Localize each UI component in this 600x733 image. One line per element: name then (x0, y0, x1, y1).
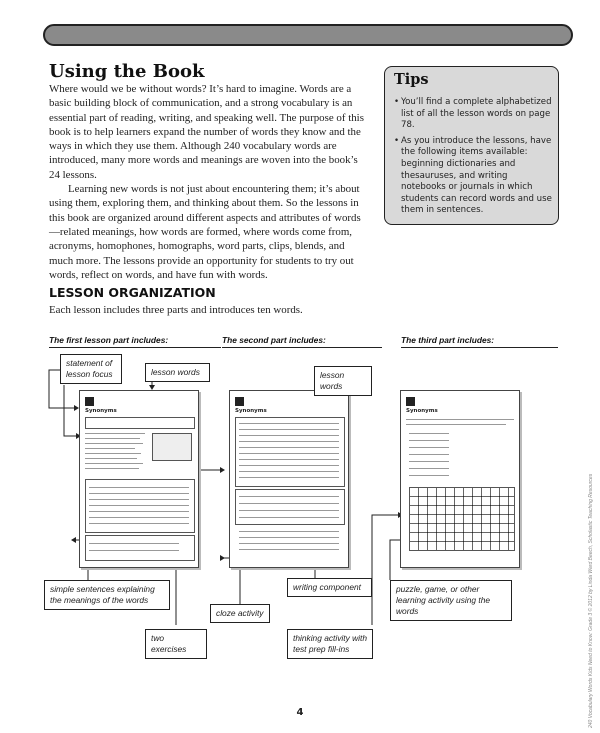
worksheet-title: Synonyms (406, 408, 438, 414)
word-box (85, 417, 195, 429)
callout-puzzle-game: puzzle, game, or other learning activity using the words (390, 580, 512, 621)
illustration (152, 433, 192, 461)
copyright-credit: 240 Vocabulary Words Kids Need to Know: Grade 3 © 2012 by Linda Ward Beech, Scholastic Teaching Resources (588, 473, 594, 728)
worksheet-thumbnail-part-two (229, 390, 349, 568)
section-intro: Each lesson includes three parts and introduces ten words. (49, 304, 303, 316)
callout-two-exercises: two exercises (145, 629, 207, 659)
callout-simple-sentences: simple sentences explaining the meanings of the words (44, 580, 170, 610)
lesson-number-badge (235, 397, 244, 406)
lesson-number-badge (406, 397, 415, 406)
paragraph: Where would we be without words? It’s hard to imagine. Words are a basic building block of communication, and a strong vocabulary is an essential part of reading, writing, and speaking well. The purpose of this book is to help learners expand the number of words they know and the ways in which they use them. Although 240 vocabulary words are introduced, many more words and meanings are woven into the book’s 24 lessons. (49, 83, 364, 181)
column-heading-second: The second part includes: (222, 335, 326, 345)
callout-thinking-activity: thinking activity with test prep fill-ins (287, 629, 373, 659)
callout-writing-component: writing component (287, 578, 372, 597)
thinking-box (235, 489, 345, 525)
tip-item: • As you introduce the lessons, have the following items available: beginning dictionaries and thesauruses, and writing notebooks or journals in which students can record words and use them in sentences. (394, 136, 554, 217)
maze-puzzle (409, 487, 515, 551)
callout-lesson-words: lesson words (314, 366, 372, 396)
tip-item: • You’ll find a complete alphabetized list of all the lesson words on page 78. (394, 97, 554, 132)
exercise-box (85, 535, 195, 561)
callout-statement-of-lesson-focus: statement of lesson focus (60, 354, 122, 384)
worksheet-title: Synonyms (235, 408, 267, 414)
page-heading: Using the Book (49, 61, 205, 82)
paragraph: Learning new words is not just about encountering them; it’s about using them, exploring them, and thinking about them. So the lessons in this book are organized around different aspects and attributes of words—related meanings, how words are formed, where words come from, acronyms, homophones, homographs, word parts, clips, blends, and much more. The lessons provide an opportunity for students to try out words, reflect on words, and have fun with words. (49, 183, 361, 281)
callout-lesson-words: lesson words (145, 363, 210, 382)
column-heading-third: The third part includes: (401, 335, 495, 345)
worksheet-thumbnail-part-one (79, 390, 199, 568)
tips-title: Tips (394, 71, 429, 88)
worksheet-thumbnail-part-three (400, 390, 520, 568)
callout-cloze-activity: cloze activity (210, 604, 270, 623)
page-number: 4 (296, 707, 304, 718)
section-title: LESSON ORGANIZATION (49, 285, 216, 300)
column-heading-first: The first lesson part includes: (49, 335, 169, 345)
worksheet-title: Synonyms (85, 408, 117, 414)
lesson-number-badge (85, 397, 94, 406)
